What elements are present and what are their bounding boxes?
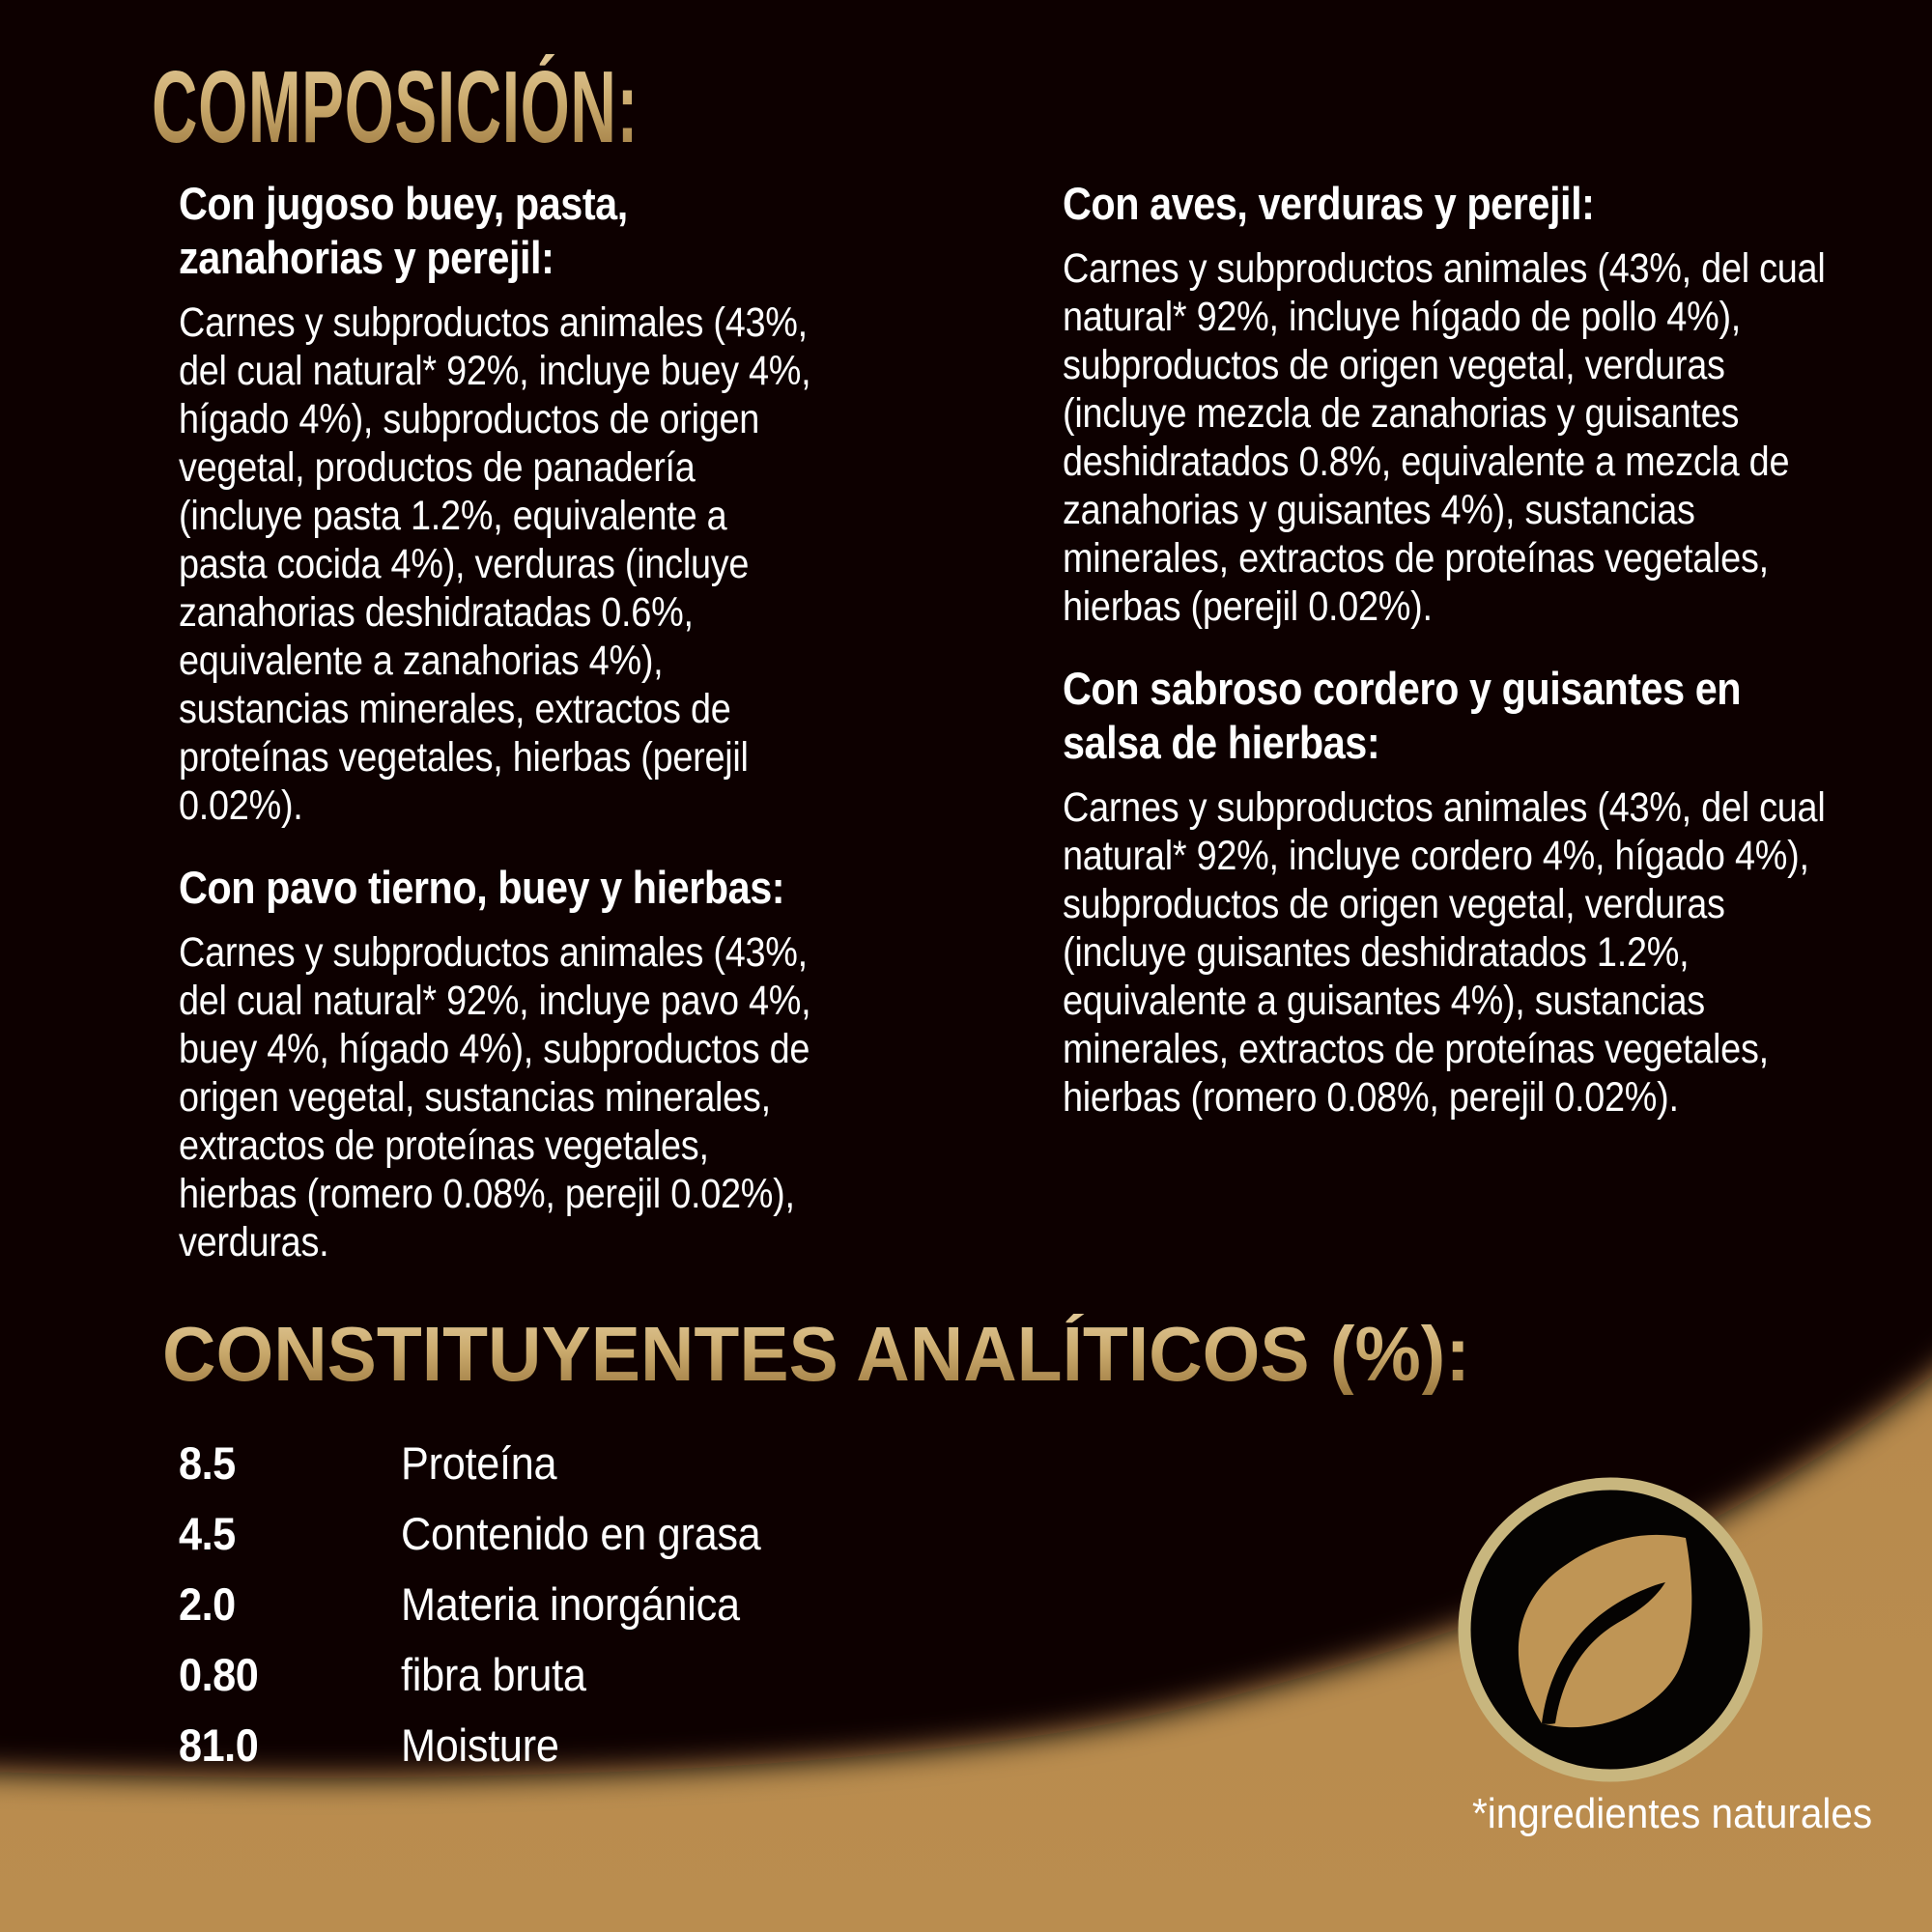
natural-ingredients-footnote: *ingredientes naturales (1471, 1790, 1872, 1837)
table-row (179, 1639, 760, 1710)
ingredient-paragraph: Carnes y subproductos animales (43%, del cual natural* 92%, incluye cordero 4%, hígado 4%), subproductos de origen vegetal, verduras (incluye guisantes deshidratados 1.2%, equivalente a guisantes 4%), sustancias minerales, extractos de proteínas vegetales, hierbas (romero 0.08%, perejil 0.02%). (1063, 784, 1826, 1121)
composition-column-right (1063, 177, 1843, 1152)
table-row (179, 1428, 760, 1498)
analytic-value: 81.0 (179, 1719, 259, 1771)
table-row (179, 1498, 760, 1569)
variant-heading: Con aves, verduras y perejil: (1063, 178, 1595, 229)
analytic-label: fibra bruta (401, 1649, 586, 1700)
variant-heading: Con pavo tierno, buey y hierbas: (179, 862, 785, 913)
table-row (179, 1710, 760, 1780)
analytic-label: Moisture (401, 1719, 559, 1771)
analytic-value: 0.80 (179, 1649, 259, 1700)
analytic-value: 4.5 (179, 1508, 236, 1559)
analytic-label: Materia inorgánica (401, 1578, 740, 1630)
ingredient-paragraph: Carnes y subproductos animales (43%, del cual natural* 92%, incluye hígado de pollo 4%), subproductos de origen vegetal, verduras (incluye mezcla de zanahorias y guisantes deshidratados 0.8%, equivalente a mezcla de zanahorias y guisantes 4%), sustancias minerales, extractos de proteínas vegetales, hierbas (perejil 0.02%). (1063, 245, 1826, 630)
analytic-value: 8.5 (179, 1437, 236, 1489)
variant-heading: Con sabroso cordero y guisantes en salsa de hierbas: (1063, 663, 1742, 768)
analytic-label: Contenido en grasa (401, 1508, 761, 1559)
analytical-constituents-table (179, 1428, 760, 1780)
natural-ingredients-badge (1451, 1470, 1770, 1789)
page-title: COMPOSICIÓN: (152, 50, 639, 164)
table-row (179, 1569, 760, 1639)
ingredient-paragraph: Carnes y subproductos animales (43%, del cual natural* 92%, incluye pavo 4%, buey 4%, hígado 4%), subproductos de origen vegetal, sustancias minerales, extractos de proteínas vegetales, hierbas (romero 0.08%, perejil 0.02%), verduras. (179, 929, 811, 1265)
variant-heading: Con jugoso buey, pasta, zanahorias y perejil: (179, 178, 628, 283)
analytical-constituents-title: CONSTITUYENTES ANALÍTICOS (%): (162, 1311, 1470, 1397)
analytic-value: 2.0 (179, 1578, 236, 1630)
analytic-label: Proteína (401, 1437, 557, 1489)
composition-column-left (179, 177, 814, 1297)
ingredient-paragraph: Carnes y subproductos animales (43%, del cual natural* 92%, incluye buey 4%, hígado 4%), subproductos de origen vegetal, productos de panadería (incluye pasta 1.2%, equivalente a pasta cocida 4%), verduras (incluye zanahorias deshidratadas 0.6%, equivalente a zanahorias 4%), sustancias minerales, extractos de proteínas vegetales, hierbas (perejil 0.02%). (179, 299, 811, 829)
